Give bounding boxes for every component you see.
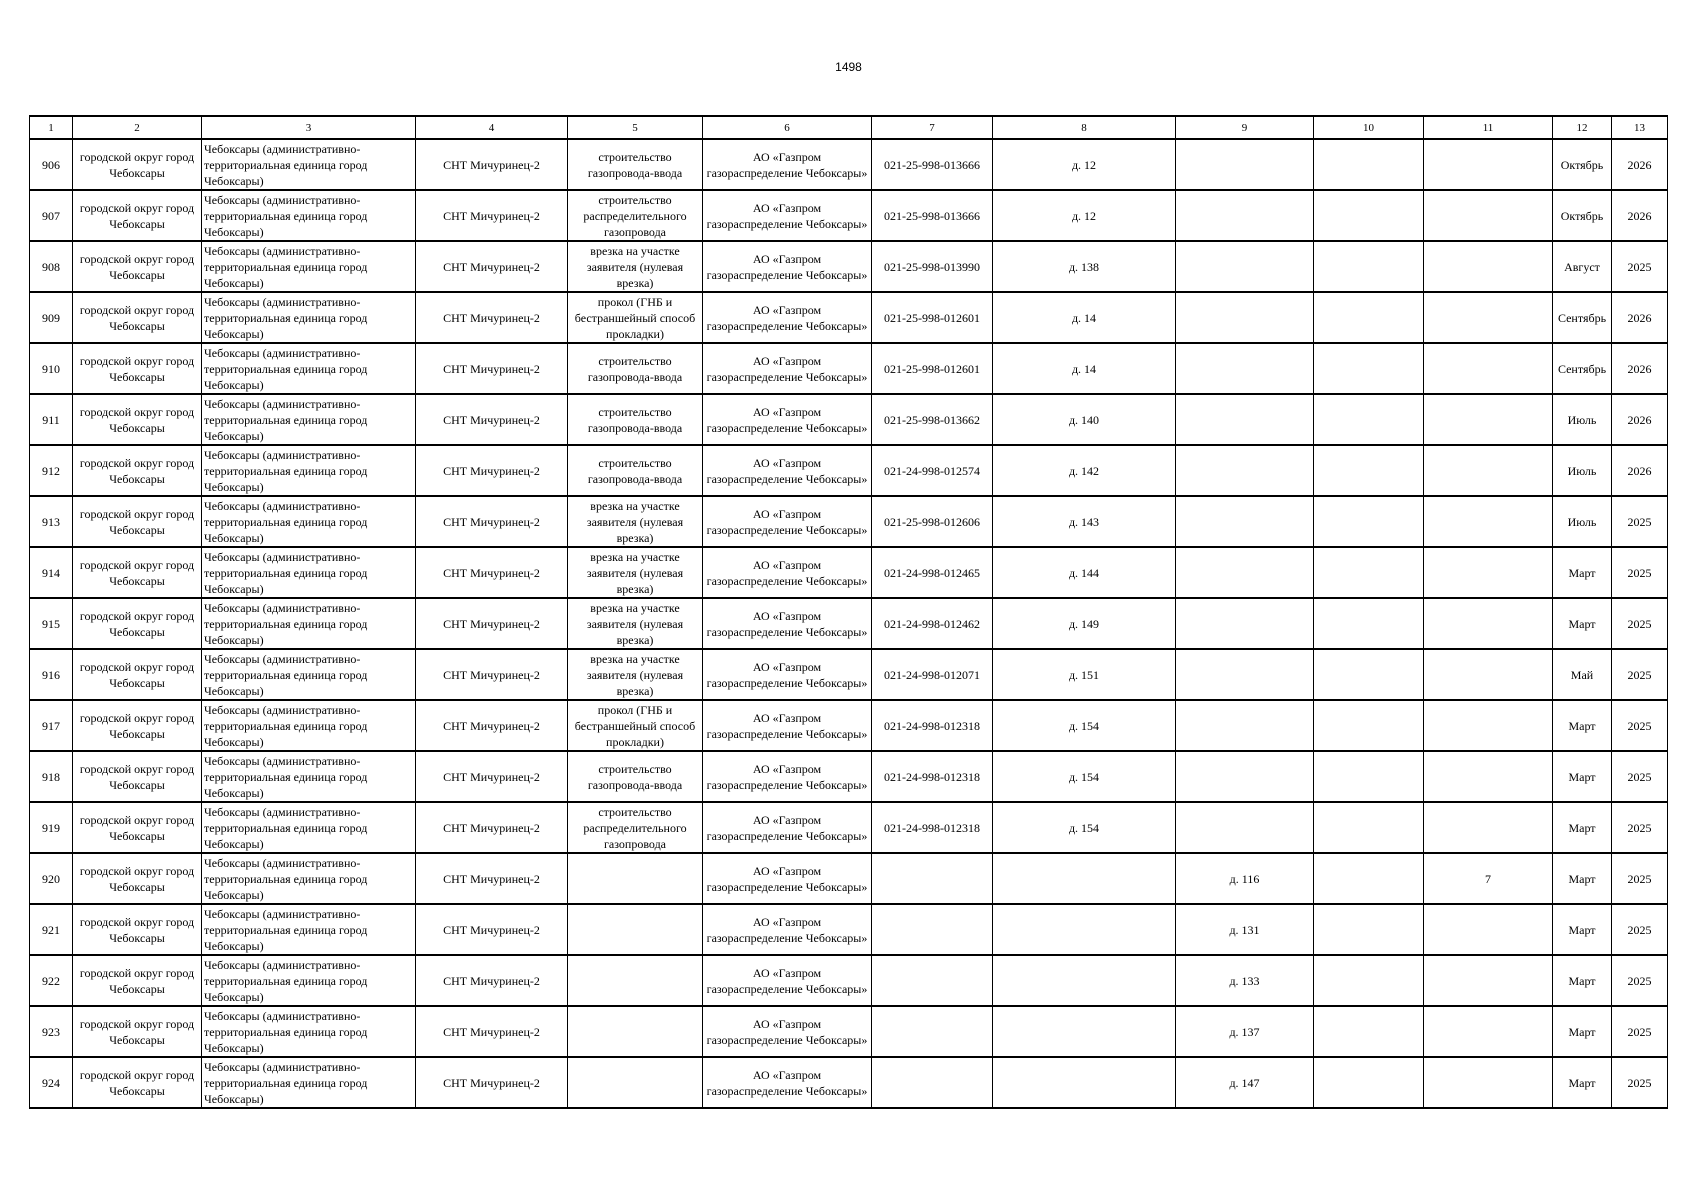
table-row bbox=[30, 751, 1668, 802]
cell-work-type: строительство газопровода-ввода bbox=[568, 139, 703, 190]
cell-row-number: 911 bbox=[30, 394, 73, 445]
column-header-6: 6 bbox=[703, 116, 872, 139]
cell-address: д. 12 bbox=[993, 139, 1176, 190]
cell-year: 2026 bbox=[1612, 292, 1668, 343]
cell-row-number: 907 bbox=[30, 190, 73, 241]
cell-row-number: 922 bbox=[30, 955, 73, 1006]
cell-organization: АО «Газпром газораспределение Чебоксары» bbox=[703, 1006, 872, 1057]
cell-application-number bbox=[872, 904, 993, 955]
cell-work-type: строительство газопровода-ввода bbox=[568, 394, 703, 445]
cell-year: 2025 bbox=[1612, 802, 1668, 853]
table-row bbox=[30, 700, 1668, 751]
cell-locality: СНТ Мичуринец-2 bbox=[416, 292, 568, 343]
cell-column-10 bbox=[1314, 955, 1424, 1006]
cell-month: Июль bbox=[1553, 496, 1612, 547]
column-header-13: 13 bbox=[1612, 116, 1668, 139]
cell-column-10 bbox=[1314, 853, 1424, 904]
cell-column-11 bbox=[1424, 190, 1553, 241]
cell-address: д. 140 bbox=[993, 394, 1176, 445]
cell-locality: СНТ Мичуринец-2 bbox=[416, 343, 568, 394]
cell-column-11 bbox=[1424, 955, 1553, 1006]
column-header-11: 11 bbox=[1424, 116, 1553, 139]
cell-address-alt bbox=[1176, 802, 1314, 853]
cell-column-11 bbox=[1424, 904, 1553, 955]
cell-application-number: 021-25-998-013666 bbox=[872, 190, 993, 241]
cell-organization: АО «Газпром газораспределение Чебоксары» bbox=[703, 445, 872, 496]
cell-municipality: городской округ город Чебоксары bbox=[73, 955, 202, 1006]
cell-address: д. 142 bbox=[993, 445, 1176, 496]
cell-row-number: 909 bbox=[30, 292, 73, 343]
column-header-2: 2 bbox=[73, 116, 202, 139]
cell-column-10 bbox=[1314, 496, 1424, 547]
cell-application-number: 021-24-998-012462 bbox=[872, 598, 993, 649]
cell-application-number: 021-24-998-012318 bbox=[872, 802, 993, 853]
cell-application-number: 021-25-998-012601 bbox=[872, 343, 993, 394]
cell-month: Март bbox=[1553, 598, 1612, 649]
cell-work-type: строительство газопровода-ввода bbox=[568, 343, 703, 394]
cell-work-type: врезка на участке заявителя (нулевая врезка) bbox=[568, 496, 703, 547]
cell-organization: АО «Газпром газораспределение Чебоксары» bbox=[703, 955, 872, 1006]
cell-locality: СНТ Мичуринец-2 bbox=[416, 700, 568, 751]
cell-locality: СНТ Мичуринец-2 bbox=[416, 1006, 568, 1057]
cell-column-11: 7 bbox=[1424, 853, 1553, 904]
cell-settlement: Чебоксары (административно-территориальная единица город Чебоксары) bbox=[202, 496, 416, 547]
cell-municipality: городской округ город Чебоксары bbox=[73, 802, 202, 853]
column-header-1: 1 bbox=[30, 116, 73, 139]
cell-column-10 bbox=[1314, 292, 1424, 343]
cell-column-11 bbox=[1424, 292, 1553, 343]
cell-column-11 bbox=[1424, 241, 1553, 292]
table-row bbox=[30, 649, 1668, 700]
cell-year: 2025 bbox=[1612, 955, 1668, 1006]
cell-address: д. 138 bbox=[993, 241, 1176, 292]
cell-column-11 bbox=[1424, 751, 1553, 802]
cell-address: д. 149 bbox=[993, 598, 1176, 649]
cell-column-10 bbox=[1314, 394, 1424, 445]
cell-application-number: 021-24-998-012318 bbox=[872, 700, 993, 751]
cell-address bbox=[993, 955, 1176, 1006]
cell-application-number bbox=[872, 1057, 993, 1108]
cell-column-11 bbox=[1424, 649, 1553, 700]
cell-year: 2025 bbox=[1612, 751, 1668, 802]
cell-month: Март bbox=[1553, 904, 1612, 955]
column-header-3: 3 bbox=[202, 116, 416, 139]
cell-year: 2026 bbox=[1612, 139, 1668, 190]
cell-address-alt: д. 137 bbox=[1176, 1006, 1314, 1057]
table-row bbox=[30, 1057, 1668, 1108]
cell-application-number: 021-24-998-012318 bbox=[872, 751, 993, 802]
cell-column-11 bbox=[1424, 445, 1553, 496]
cell-municipality: городской округ город Чебоксары bbox=[73, 751, 202, 802]
cell-organization: АО «Газпром газораспределение Чебоксары» bbox=[703, 802, 872, 853]
cell-row-number: 916 bbox=[30, 649, 73, 700]
cell-settlement: Чебоксары (административно-территориальная единица город Чебоксары) bbox=[202, 139, 416, 190]
cell-organization: АО «Газпром газораспределение Чебоксары» bbox=[703, 292, 872, 343]
cell-year: 2025 bbox=[1612, 1057, 1668, 1108]
cell-locality: СНТ Мичуринец-2 bbox=[416, 598, 568, 649]
cell-address bbox=[993, 853, 1176, 904]
cell-column-10 bbox=[1314, 904, 1424, 955]
table-row bbox=[30, 802, 1668, 853]
cell-address-alt bbox=[1176, 343, 1314, 394]
table-row bbox=[30, 292, 1668, 343]
table-row bbox=[30, 190, 1668, 241]
cell-work-type bbox=[568, 1006, 703, 1057]
cell-column-11 bbox=[1424, 547, 1553, 598]
cell-column-10 bbox=[1314, 802, 1424, 853]
cell-column-10 bbox=[1314, 1006, 1424, 1057]
cell-application-number: 021-24-998-012574 bbox=[872, 445, 993, 496]
cell-work-type: прокол (ГНБ и бестраншейный способ прокладки) bbox=[568, 292, 703, 343]
cell-column-11 bbox=[1424, 1057, 1553, 1108]
cell-application-number: 021-25-998-013990 bbox=[872, 241, 993, 292]
cell-address: д. 12 bbox=[993, 190, 1176, 241]
cell-settlement: Чебоксары (административно-территориальная единица город Чебоксары) bbox=[202, 751, 416, 802]
cell-settlement: Чебоксары (административно-территориальная единица город Чебоксары) bbox=[202, 241, 416, 292]
cell-column-10 bbox=[1314, 343, 1424, 394]
cell-application-number: 021-25-998-013662 bbox=[872, 394, 993, 445]
cell-month: Март bbox=[1553, 802, 1612, 853]
cell-year: 2025 bbox=[1612, 241, 1668, 292]
cell-address: д. 143 bbox=[993, 496, 1176, 547]
cell-settlement: Чебоксары (административно-территориальная единица город Чебоксары) bbox=[202, 445, 416, 496]
cell-municipality: городской округ город Чебоксары bbox=[73, 139, 202, 190]
cell-municipality: городской округ город Чебоксары bbox=[73, 649, 202, 700]
cell-settlement: Чебоксары (административно-территориальная единица город Чебоксары) bbox=[202, 598, 416, 649]
cell-year: 2025 bbox=[1612, 649, 1668, 700]
cell-year: 2025 bbox=[1612, 1006, 1668, 1057]
cell-address: д. 14 bbox=[993, 343, 1176, 394]
cell-row-number: 919 bbox=[30, 802, 73, 853]
cell-work-type: врезка на участке заявителя (нулевая врезка) bbox=[568, 547, 703, 598]
cell-municipality: городской округ город Чебоксары bbox=[73, 445, 202, 496]
cell-application-number: 021-25-998-013666 bbox=[872, 139, 993, 190]
cell-column-11 bbox=[1424, 139, 1553, 190]
cell-column-11 bbox=[1424, 700, 1553, 751]
column-header-5: 5 bbox=[568, 116, 703, 139]
cell-column-10 bbox=[1314, 1057, 1424, 1108]
cell-address-alt bbox=[1176, 190, 1314, 241]
cell-row-number: 912 bbox=[30, 445, 73, 496]
cell-work-type bbox=[568, 853, 703, 904]
cell-locality: СНТ Мичуринец-2 bbox=[416, 853, 568, 904]
cell-organization: АО «Газпром газораспределение Чебоксары» bbox=[703, 751, 872, 802]
cell-column-11 bbox=[1424, 1006, 1553, 1057]
cell-locality: СНТ Мичуринец-2 bbox=[416, 139, 568, 190]
table-row bbox=[30, 853, 1668, 904]
cell-address-alt bbox=[1176, 547, 1314, 598]
cell-settlement: Чебоксары (административно-территориальная единица город Чебоксары) bbox=[202, 343, 416, 394]
cell-address-alt bbox=[1176, 751, 1314, 802]
table-row bbox=[30, 496, 1668, 547]
cell-locality: СНТ Мичуринец-2 bbox=[416, 904, 568, 955]
cell-year: 2025 bbox=[1612, 853, 1668, 904]
cell-work-type: врезка на участке заявителя (нулевая врезка) bbox=[568, 598, 703, 649]
cell-settlement: Чебоксары (административно-территориальная единица город Чебоксары) bbox=[202, 394, 416, 445]
cell-column-10 bbox=[1314, 190, 1424, 241]
cell-month: Март bbox=[1553, 955, 1612, 1006]
cell-municipality: городской округ город Чебоксары bbox=[73, 241, 202, 292]
cell-row-number: 914 bbox=[30, 547, 73, 598]
table-row bbox=[30, 547, 1668, 598]
cell-year: 2025 bbox=[1612, 598, 1668, 649]
cell-address-alt bbox=[1176, 445, 1314, 496]
cell-work-type: строительство распределительного газопровода bbox=[568, 802, 703, 853]
cell-settlement: Чебоксары (административно-территориальная единица город Чебоксары) bbox=[202, 904, 416, 955]
cell-locality: СНТ Мичуринец-2 bbox=[416, 547, 568, 598]
cell-column-10 bbox=[1314, 241, 1424, 292]
cell-application-number bbox=[872, 1006, 993, 1057]
table-row bbox=[30, 598, 1668, 649]
cell-organization: АО «Газпром газораспределение Чебоксары» bbox=[703, 700, 872, 751]
cell-locality: СНТ Мичуринец-2 bbox=[416, 955, 568, 1006]
cell-month: Март bbox=[1553, 1057, 1612, 1108]
cell-month: Сентябрь bbox=[1553, 343, 1612, 394]
cell-municipality: городской округ город Чебоксары bbox=[73, 700, 202, 751]
cell-application-number: 021-24-998-012465 bbox=[872, 547, 993, 598]
cell-row-number: 923 bbox=[30, 1006, 73, 1057]
cell-organization: АО «Газпром газораспределение Чебоксары» bbox=[703, 1057, 872, 1108]
cell-organization: АО «Газпром газораспределение Чебоксары» bbox=[703, 394, 872, 445]
cell-row-number: 910 bbox=[30, 343, 73, 394]
cell-organization: АО «Газпром газораспределение Чебоксары» bbox=[703, 649, 872, 700]
cell-municipality: городской округ город Чебоксары bbox=[73, 598, 202, 649]
table-row bbox=[30, 1006, 1668, 1057]
cell-address-alt bbox=[1176, 394, 1314, 445]
cell-address-alt: д. 133 bbox=[1176, 955, 1314, 1006]
cell-work-type: врезка на участке заявителя (нулевая врезка) bbox=[568, 649, 703, 700]
cell-organization: АО «Газпром газораспределение Чебоксары» bbox=[703, 190, 872, 241]
cell-work-type: строительство распределительного газопровода bbox=[568, 190, 703, 241]
table-row bbox=[30, 445, 1668, 496]
cell-organization: АО «Газпром газораспределение Чебоксары» bbox=[703, 547, 872, 598]
cell-locality: СНТ Мичуринец-2 bbox=[416, 1057, 568, 1108]
table-row bbox=[30, 343, 1668, 394]
cell-row-number: 918 bbox=[30, 751, 73, 802]
cell-organization: АО «Газпром газораспределение Чебоксары» bbox=[703, 904, 872, 955]
cell-row-number: 917 bbox=[30, 700, 73, 751]
cell-month: Март bbox=[1553, 1006, 1612, 1057]
cell-settlement: Чебоксары (административно-территориальная единица город Чебоксары) bbox=[202, 700, 416, 751]
cell-column-11 bbox=[1424, 496, 1553, 547]
cell-municipality: городской округ город Чебоксары bbox=[73, 292, 202, 343]
cell-application-number: 021-25-998-012606 bbox=[872, 496, 993, 547]
cell-locality: СНТ Мичуринец-2 bbox=[416, 496, 568, 547]
cell-year: 2025 bbox=[1612, 904, 1668, 955]
table-row bbox=[30, 241, 1668, 292]
table-row bbox=[30, 904, 1668, 955]
cell-application-number bbox=[872, 955, 993, 1006]
cell-row-number: 924 bbox=[30, 1057, 73, 1108]
cell-month: Август bbox=[1553, 241, 1612, 292]
cell-address bbox=[993, 1006, 1176, 1057]
cell-settlement: Чебоксары (административно-территориальная единица город Чебоксары) bbox=[202, 547, 416, 598]
cell-municipality: городской округ город Чебоксары bbox=[73, 1006, 202, 1057]
column-header-8: 8 bbox=[993, 116, 1176, 139]
cell-address-alt bbox=[1176, 649, 1314, 700]
cell-column-10 bbox=[1314, 139, 1424, 190]
cell-municipality: городской округ город Чебоксары bbox=[73, 547, 202, 598]
cell-municipality: городской округ город Чебоксары bbox=[73, 343, 202, 394]
cell-column-10 bbox=[1314, 547, 1424, 598]
cell-locality: СНТ Мичуринец-2 bbox=[416, 394, 568, 445]
cell-work-type bbox=[568, 1057, 703, 1108]
cell-month: Октябрь bbox=[1553, 190, 1612, 241]
table-row bbox=[30, 139, 1668, 190]
cell-column-10 bbox=[1314, 700, 1424, 751]
cell-address bbox=[993, 1057, 1176, 1108]
cell-organization: АО «Газпром газораспределение Чебоксары» bbox=[703, 241, 872, 292]
cell-column-11 bbox=[1424, 343, 1553, 394]
cell-address: д. 151 bbox=[993, 649, 1176, 700]
cell-work-type: строительство газопровода-ввода bbox=[568, 445, 703, 496]
cell-column-10 bbox=[1314, 649, 1424, 700]
column-header-10: 10 bbox=[1314, 116, 1424, 139]
cell-year: 2025 bbox=[1612, 700, 1668, 751]
page-number: 1498 bbox=[835, 60, 862, 74]
cell-organization: АО «Газпром газораспределение Чебоксары» bbox=[703, 139, 872, 190]
cell-column-10 bbox=[1314, 598, 1424, 649]
cell-organization: АО «Газпром газораспределение Чебоксары» bbox=[703, 598, 872, 649]
cell-municipality: городской округ город Чебоксары bbox=[73, 496, 202, 547]
cell-year: 2025 bbox=[1612, 547, 1668, 598]
cell-address-alt bbox=[1176, 700, 1314, 751]
cell-row-number: 921 bbox=[30, 904, 73, 955]
cell-work-type: строительство газопровода-ввода bbox=[568, 751, 703, 802]
cell-month: Июль bbox=[1553, 445, 1612, 496]
table-row bbox=[30, 955, 1668, 1006]
cell-organization: АО «Газпром газораспределение Чебоксары» bbox=[703, 853, 872, 904]
cell-locality: СНТ Мичуринец-2 bbox=[416, 751, 568, 802]
cell-address-alt: д. 131 bbox=[1176, 904, 1314, 955]
cell-address: д. 14 bbox=[993, 292, 1176, 343]
cell-settlement: Чебоксары (административно-территориальная единица город Чебоксары) bbox=[202, 649, 416, 700]
cell-column-11 bbox=[1424, 802, 1553, 853]
cell-month: Март bbox=[1553, 547, 1612, 598]
cell-row-number: 913 bbox=[30, 496, 73, 547]
table-header-row bbox=[30, 116, 1668, 139]
cell-address-alt bbox=[1176, 241, 1314, 292]
cell-month: Октябрь bbox=[1553, 139, 1612, 190]
cell-month: Июль bbox=[1553, 394, 1612, 445]
cell-application-number: 021-25-998-012601 bbox=[872, 292, 993, 343]
table-body bbox=[30, 139, 1668, 1108]
cell-row-number: 906 bbox=[30, 139, 73, 190]
column-header-12: 12 bbox=[1553, 116, 1612, 139]
cell-address: д. 144 bbox=[993, 547, 1176, 598]
cell-municipality: городской округ город Чебоксары bbox=[73, 394, 202, 445]
cell-row-number: 908 bbox=[30, 241, 73, 292]
cell-month: Март bbox=[1553, 751, 1612, 802]
cell-locality: СНТ Мичуринец-2 bbox=[416, 649, 568, 700]
cell-locality: СНТ Мичуринец-2 bbox=[416, 190, 568, 241]
column-header-9: 9 bbox=[1176, 116, 1314, 139]
cell-address: д. 154 bbox=[993, 700, 1176, 751]
cell-row-number: 915 bbox=[30, 598, 73, 649]
cell-address-alt bbox=[1176, 139, 1314, 190]
cell-address-alt bbox=[1176, 292, 1314, 343]
cell-work-type: врезка на участке заявителя (нулевая врезка) bbox=[568, 241, 703, 292]
cell-locality: СНТ Мичуринец-2 bbox=[416, 241, 568, 292]
cell-municipality: городской округ город Чебоксары bbox=[73, 904, 202, 955]
cell-year: 2026 bbox=[1612, 445, 1668, 496]
cell-year: 2026 bbox=[1612, 394, 1668, 445]
cell-address-alt: д. 147 bbox=[1176, 1057, 1314, 1108]
cell-column-11 bbox=[1424, 598, 1553, 649]
cell-settlement: Чебоксары (административно-территориальная единица город Чебоксары) bbox=[202, 292, 416, 343]
cell-locality: СНТ Мичуринец-2 bbox=[416, 445, 568, 496]
cell-column-11 bbox=[1424, 394, 1553, 445]
cell-year: 2026 bbox=[1612, 190, 1668, 241]
cell-month: Сентябрь bbox=[1553, 292, 1612, 343]
cell-address-alt bbox=[1176, 598, 1314, 649]
cell-organization: АО «Газпром газораспределение Чебоксары» bbox=[703, 496, 872, 547]
table-row bbox=[30, 394, 1668, 445]
cell-settlement: Чебоксары (административно-территориальная единица город Чебоксары) bbox=[202, 1006, 416, 1057]
cell-work-type bbox=[568, 904, 703, 955]
column-header-7: 7 bbox=[872, 116, 993, 139]
cell-month: Март bbox=[1553, 700, 1612, 751]
cell-month: Май bbox=[1553, 649, 1612, 700]
cell-year: 2025 bbox=[1612, 496, 1668, 547]
cell-locality: СНТ Мичуринец-2 bbox=[416, 802, 568, 853]
cell-column-10 bbox=[1314, 445, 1424, 496]
cell-column-10 bbox=[1314, 751, 1424, 802]
gasification-register-table bbox=[29, 115, 1668, 1109]
cell-municipality: городской округ город Чебоксары bbox=[73, 1057, 202, 1108]
cell-settlement: Чебоксары (административно-территориальная единица город Чебоксары) bbox=[202, 955, 416, 1006]
cell-address bbox=[993, 904, 1176, 955]
cell-settlement: Чебоксары (административно-территориальная единица город Чебоксары) bbox=[202, 1057, 416, 1108]
cell-address-alt: д. 116 bbox=[1176, 853, 1314, 904]
cell-work-type: прокол (ГНБ и бестраншейный способ прокладки) bbox=[568, 700, 703, 751]
cell-address: д. 154 bbox=[993, 751, 1176, 802]
cell-year: 2026 bbox=[1612, 343, 1668, 394]
cell-organization: АО «Газпром газораспределение Чебоксары» bbox=[703, 343, 872, 394]
cell-settlement: Чебоксары (административно-территориальная единица город Чебоксары) bbox=[202, 190, 416, 241]
cell-municipality: городской округ город Чебоксары bbox=[73, 190, 202, 241]
cell-month: Март bbox=[1553, 853, 1612, 904]
cell-application-number bbox=[872, 853, 993, 904]
cell-settlement: Чебоксары (административно-территориальная единица город Чебоксары) bbox=[202, 853, 416, 904]
column-header-4: 4 bbox=[416, 116, 568, 139]
cell-address-alt bbox=[1176, 496, 1314, 547]
cell-row-number: 920 bbox=[30, 853, 73, 904]
cell-settlement: Чебоксары (административно-территориальная единица город Чебоксары) bbox=[202, 802, 416, 853]
cell-municipality: городской округ город Чебоксары bbox=[73, 853, 202, 904]
cell-application-number: 021-24-998-012071 bbox=[872, 649, 993, 700]
cell-address: д. 154 bbox=[993, 802, 1176, 853]
cell-work-type bbox=[568, 955, 703, 1006]
